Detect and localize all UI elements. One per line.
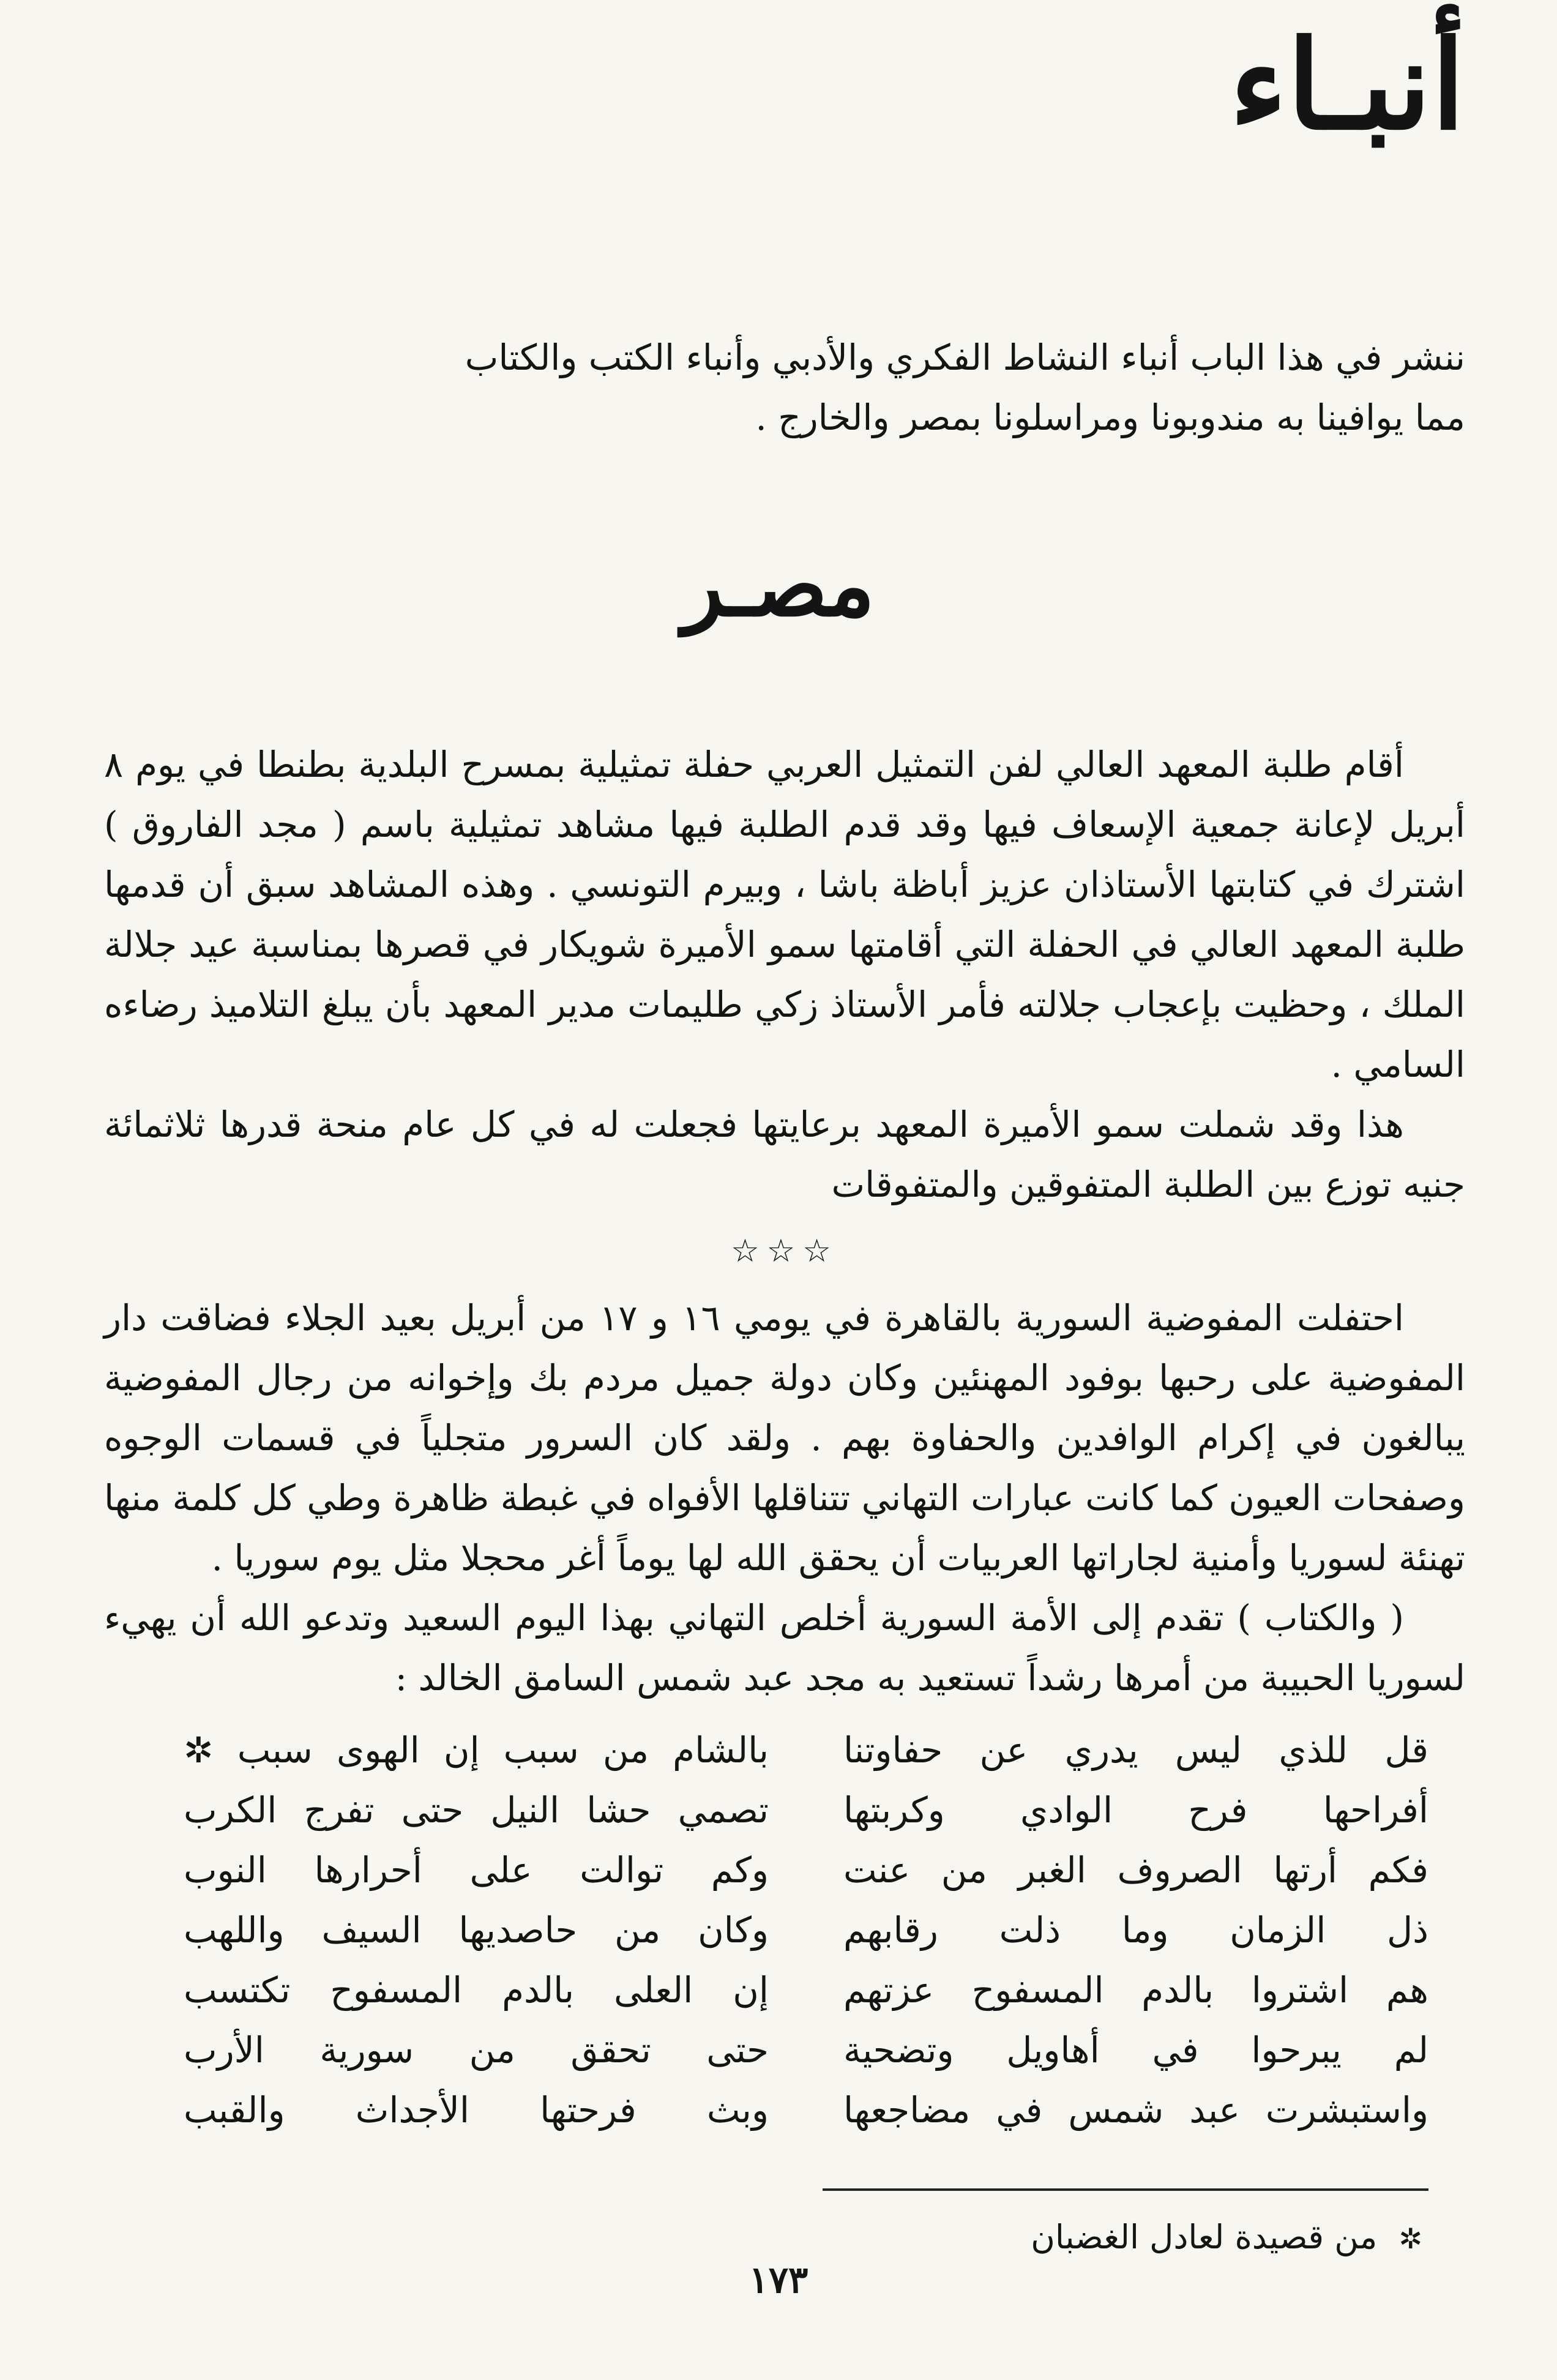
poem-second-hemistich: بالشام من سبب إن الهوى سبب ✲ xyxy=(184,1729,769,1771)
poem-first-hemistich: قل للذي ليس يدري عن حفاوتنا xyxy=(843,1729,1428,1771)
poem-first-hemistich: لم يبرحوا في أهاويل وتضحية xyxy=(843,2029,1428,2071)
poem-verse xyxy=(184,1780,1428,1840)
poem-second-hemistich: وكم توالت على أحرارها النوب xyxy=(184,1849,769,1891)
poem-first-hemistich: هم اشتروا بالدم المسفوح عزتهم xyxy=(843,1969,1428,2011)
page-title: أنبـاء xyxy=(1229,13,1465,157)
poem-verse xyxy=(184,1960,1428,2020)
poem-first-hemistich: فكم أرتها الصروف الغبر من عنت xyxy=(843,1849,1428,1891)
poem-verse xyxy=(184,1900,1428,1960)
poem-first-hemistich: ذل الزمان وما ذلت رقابهم xyxy=(843,1909,1428,1951)
footnote-text: من قصيدة لعادل الغضبان xyxy=(1031,2218,1378,2256)
paragraph: ( والكتاب ) تقدم إلى الأمة السورية أخلص التهاني بهذا اليوم السعيد وتدعو الله أن يهيء لسوريا الحبيبة من أمرها رشداً تستعيد به مجد عبد شمس السامق الخالد : xyxy=(104,1597,1465,1699)
section-separator: ☆☆☆ xyxy=(731,1233,838,1270)
intro-line: مما يوافينا به مندوبونا ومراسلونا بمصر والخارج . xyxy=(755,397,1465,438)
footnote-divider xyxy=(823,2188,1428,2191)
paragraph: احتفلت المفوضية السورية بالقاهرة في يومي ١٦ و ١٧ من أبريل بعيد الجلاء فضاقت دار المفوضية على رحبها بوفود المهنئين وكان دولة جميل مردم بك وإخوانه من رجال المفوضية يبالغون في إكرام الوافدين والحفاوة بهم . ولقد كان السرور متجلياً في قسمات الوجوه وصفحات العيون كما كانت عبارات التهاني تتناقلها الأفواه في غبطة ظاهرة وطي كل كلمة منها تهنئة لسوريا وأمنية لجاراتها العربيات أن يحقق الله لها يوماً أغر محجلا مثل يوم سوريا . xyxy=(104,1297,1465,1579)
intro-text xyxy=(422,327,1465,447)
poem-verse xyxy=(184,1720,1428,1780)
poem-first-hemistich: واستبشرت عبد شمس في مضاجعها xyxy=(843,2089,1428,2131)
intro-line: ننشر في هذا الباب أنباء النشاط الفكري والأدبي وأنباء الكتب والكتاب xyxy=(465,337,1465,378)
section-title: مصـر xyxy=(682,536,875,636)
poem-second-hemistich: وكان من حاصديها السيف واللهب xyxy=(184,1909,769,1951)
poem xyxy=(184,1720,1428,2140)
article-body xyxy=(104,735,1465,1708)
poem-verse xyxy=(184,2080,1428,2140)
footnote-marker: ✲ xyxy=(1398,2222,1422,2255)
poem-verse xyxy=(184,2020,1428,2080)
poem-second-hemistich: وبث فرحتها الأجداث والقبب xyxy=(184,2089,769,2131)
poem-verse xyxy=(184,1840,1428,1900)
paragraph: هذا وقد شملت سمو الأميرة المعهد برعايتها فجعلت له في كل عام منحة قدرها ثلاثمائة جنيه توزع بين الطلبة المتفوقين والمتفوقات xyxy=(104,1104,1465,1205)
poem-first-hemistich: أفراحها فرح الوادي وكربتها xyxy=(843,1789,1428,1831)
poem-second-hemistich: حتى تحقق من سورية الأرب xyxy=(184,2029,769,2071)
footnote xyxy=(1031,2213,1422,2263)
poem-second-hemistich: إن العلى بالدم المسفوح تكتسب xyxy=(184,1969,769,2011)
page-number: ١٧٣ xyxy=(749,2259,808,2302)
paragraph: أقام طلبة المعهد العالي لفن التمثيل العربي حفلة تمثيلية بمسرح البلدية بطنطا في يوم ٨ أبريل لإعانة جمعية الإسعاف فيها وقد قدم الطلبة فيها مشاهد تمثيلية باسم ( مجد الفاروق ) اشترك في كتابتها الأستاذان عزيز أباظة باشا ، وبيرم التونسي . وهذه المشاهد سبق أن قدمها طلبة المعهد العالي في الحفلة التي أقامتها سمو الأميرة شويكار في قصرها بمناسبة عيد جلالة الملك ، وحظيت بإعجاب جلالته فأمر الأستاذ زكي طليمات مدير المعهد بأن يبلغ التلاميذ رضاءه السامي . xyxy=(104,744,1465,1085)
poem-second-hemistich: تصمي حشا النيل حتى تفرج الكرب xyxy=(184,1789,769,1831)
